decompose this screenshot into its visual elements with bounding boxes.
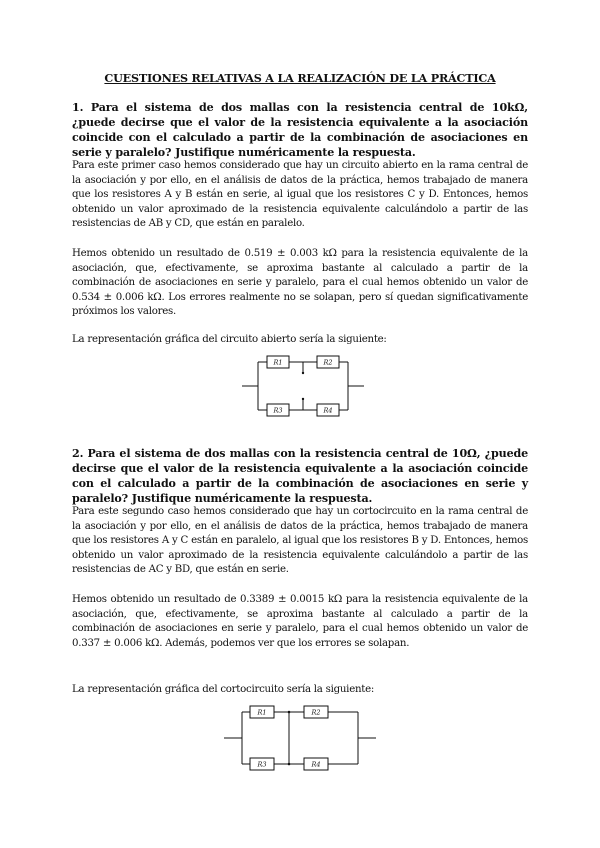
label-r2: R2 xyxy=(311,708,321,717)
label-r3: R3 xyxy=(257,760,267,769)
q2-paragraph-2: Hemos obtenido un resultado de 0.3389 ± 0.0015 kΩ para la resistencia equivalente de la asociación, que, efectivamente, se aproxima bastante al calculado a partir de la combinación de asociaciones en serie y paralelo, para el cual hemos obtenido un valor de 0.337 ± 0.006 kΩ. Además, podemos ver que los errores se solapan. xyxy=(72,594,528,649)
document-title: CUESTIONES RELATIVAS A LA REALIZACIÓN DE LA PRÁCTICA xyxy=(104,71,496,85)
label-r4: R4 xyxy=(311,760,321,769)
q1-figure-caption: La representación gráfica del circuito abierto sería la siguiente: xyxy=(72,334,387,345)
label-r4: R4 xyxy=(323,406,333,415)
q1-paragraph-1: Para este primer caso hemos considerado que hay un circuito abierto en la rama central de la asociación y por ello, en el análisis de datos de la práctica, hemos trabajado de manera que los resistores A y B están en serie, al igual que los resistores C y D. Entonces, hemos obtenido un valor aproximado de la resistencia equivalente calculándolo a partir de las resistencias de AB y CD, que están en paralelo. xyxy=(72,160,528,229)
question-2: 2. Para el sistema de dos mallas con la resistencia central de 10Ω, ¿puede decirse que el valor de la resistencia equivalente a la asociación coincide con el calculado a partir de la combinación de asociaciones en serie y paralelo? Justifique numéricamente la respuesta. xyxy=(72,447,528,505)
q1-paragraph-2: Hemos obtenido un resultado de 0.519 ± 0.003 kΩ para la resistencia equivalente de la asociación, que, efectivamente, se aproxima bastante al calculado a partir de la combinación de asociaciones en serie y paralelo, para el cual hemos obtenido un valor de 0.534 ± 0.006 kΩ. Los errores realmente no se solapan, pero sí quedan significativamente próximos los valores. xyxy=(72,248,528,317)
label-r1: R1 xyxy=(257,708,267,717)
open-circuit-diagram xyxy=(236,351,370,421)
question-1: 1. Para el sistema de dos mallas con la resistencia central de 10kΩ, ¿puede decirse que el valor de la resistencia equivalente a la asociación coincide con el calculado a partir de la combinación de asociaciones en serie y paralelo? Justifique numéricamente la respuesta. xyxy=(72,101,528,159)
q2-paragraph-1: Para este segundo caso hemos considerado que hay un cortocircuito en la rama central de la asociación y por ello, en el análisis de datos de la práctica, hemos trabajado de manera que los resistores A y C están en paralelo, al igual que los resistores B y D. Entonces, hemos obtenido un valor aproximado de la resistencia equivalente calculándolo a partir de las resistencias de AC y BD, que están en serie. xyxy=(72,506,528,575)
short-circuit-diagram xyxy=(220,700,382,776)
q2-figure-caption: La representación gráfica del cortocircuito sería la siguiente: xyxy=(72,684,375,695)
label-r1: R1 xyxy=(273,358,283,367)
label-r2: R2 xyxy=(323,358,333,367)
label-r3: R3 xyxy=(273,406,283,415)
